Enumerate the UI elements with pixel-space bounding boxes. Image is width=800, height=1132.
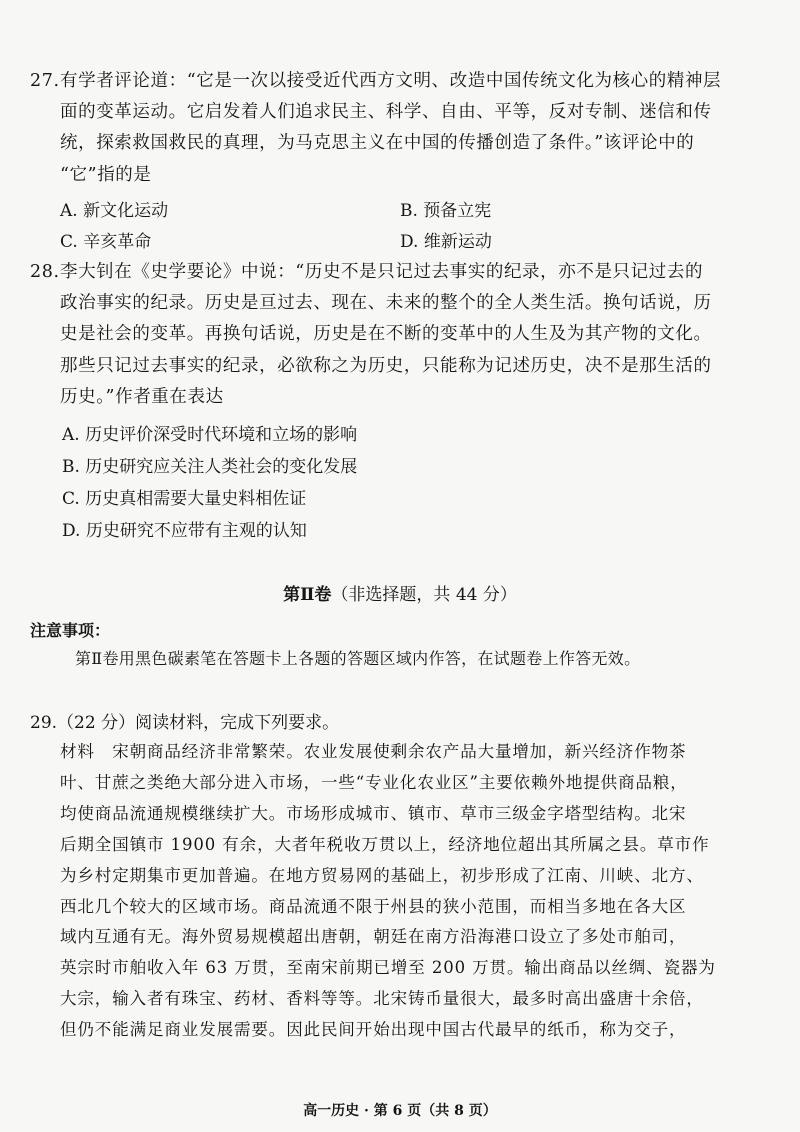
question-27 [30,66,730,191]
option-27-c: C. 辛亥革命 [60,232,152,252]
page-footer: 高一历史 · 第 6 页（共 8 页） [303,1103,497,1119]
question-28-line-5: 历史。”作者重在表达 [60,386,224,407]
option-28-a: A. 历史评价深受时代环境和立场的影响 [62,425,358,445]
option-27-b: B. 预备立宪 [400,201,492,221]
question-number: 27. [30,71,60,91]
question-28-line-4: 那些只记过去事实的纪录，必欲称之为历史，只能称为记述历史，决不是那生活的 [60,355,712,376]
question-number: 28. [30,262,60,282]
material-line: 叶、甘蔗之类绝大部分进入市场，一些“专业化农业区”主要依赖外地提供商品粮， [60,772,688,792]
section-title [0,580,800,605]
question-28-line-2: 政治事实的纪录。历史是亘过去、现在、未来的整个的全人类生活。换句话说，历 [60,293,712,314]
option-28-d: D. 历史研究不应带有主观的认知 [62,521,307,541]
question-29-header: 29.（22 分）阅读材料，完成下列要求。 [30,713,340,733]
question-27-line-3: 统，探索救国救民的真理，为马克思主义在中国的传播创造了条件。”该评论中的 [60,133,695,154]
question-27-line-4: “它”指的是 [60,164,152,185]
material-line: 均使商品流通规模继续扩大。市场形成城市、镇市、草市三级金字塔型结构。北宋 [60,803,687,823]
option-28-b: B. 历史研究应关注人类社会的变化发展 [62,457,358,477]
material-line: 英宗时市舶收入年 63 万贯，至南宋前期已增至 200 万贯。输出商品以丝绸、瓷器为 [60,958,716,978]
notice-text: 第Ⅱ卷用黑色碳素笔在答题卡上各题的答题区域内作答，在试题卷上作答无效。 [75,649,641,668]
material-line: 材料 宋朝商品经济非常繁荣。农业发展使剩余农产品大量增加，新兴经济作物茶 [60,742,687,761]
question-27-line-1: 27.有学者评论道：“它是一次以接受近代西方文明、改造中国传统文化为核心的精神层 [30,66,730,97]
section-subtitle: （非选择题，共 44 分） [331,585,517,605]
question-27-line-2: 面的变革运动。它启发着人们追求民主、科学、自由、平等，反对专制、迷信和传 [60,102,712,123]
material-line: 西北几个较大的区域市场。商品流通不限于州县的狭小范围，而相当多地在各大区 [60,896,687,916]
material-line: 但仍不能满足商业发展需要。因此民间开始出现中国古代最早的纸币，称为交子， [60,1020,687,1040]
material-line: 大宗，输入者有珠宝、药材、香料等等。北宋铸币量很大，最多时高出盛唐十余倍， [60,989,704,1009]
material-line: 后期全国镇市 1900 有余，大者年税收万贯以上，经济地位超出其所属之县。草市作 [60,834,710,854]
material-line: 为乡村定期集市更加普遍。在地方贸易网的基础上，初步形成了江南、川峡、北方、 [60,865,704,885]
question-28-line-1: 28.李大钊在《史学要论》中说：“历史不是只记过去事实的纪录，亦不是只记过去的 [30,257,730,288]
question-29-material [60,737,740,1046]
notice-heading: 注意事项： [30,621,111,640]
question-28-line-3: 史是社会的变革。再换句话说，历史是在不断的变革中的人生及为其产物的文化。 [60,324,712,345]
material-line: 域内互通有无。海外贸易规模超出唐朝，朝廷在南方沿海港口设立了多处市舶司， [60,927,687,947]
option-28-c: C. 历史真相需要大量史料相佐证 [62,489,307,509]
question-28 [30,257,730,413]
option-27-d: D. 维新运动 [400,232,492,252]
section-label: 第Ⅱ卷 [283,585,332,605]
option-27-a: A. 新文化运动 [60,201,169,221]
